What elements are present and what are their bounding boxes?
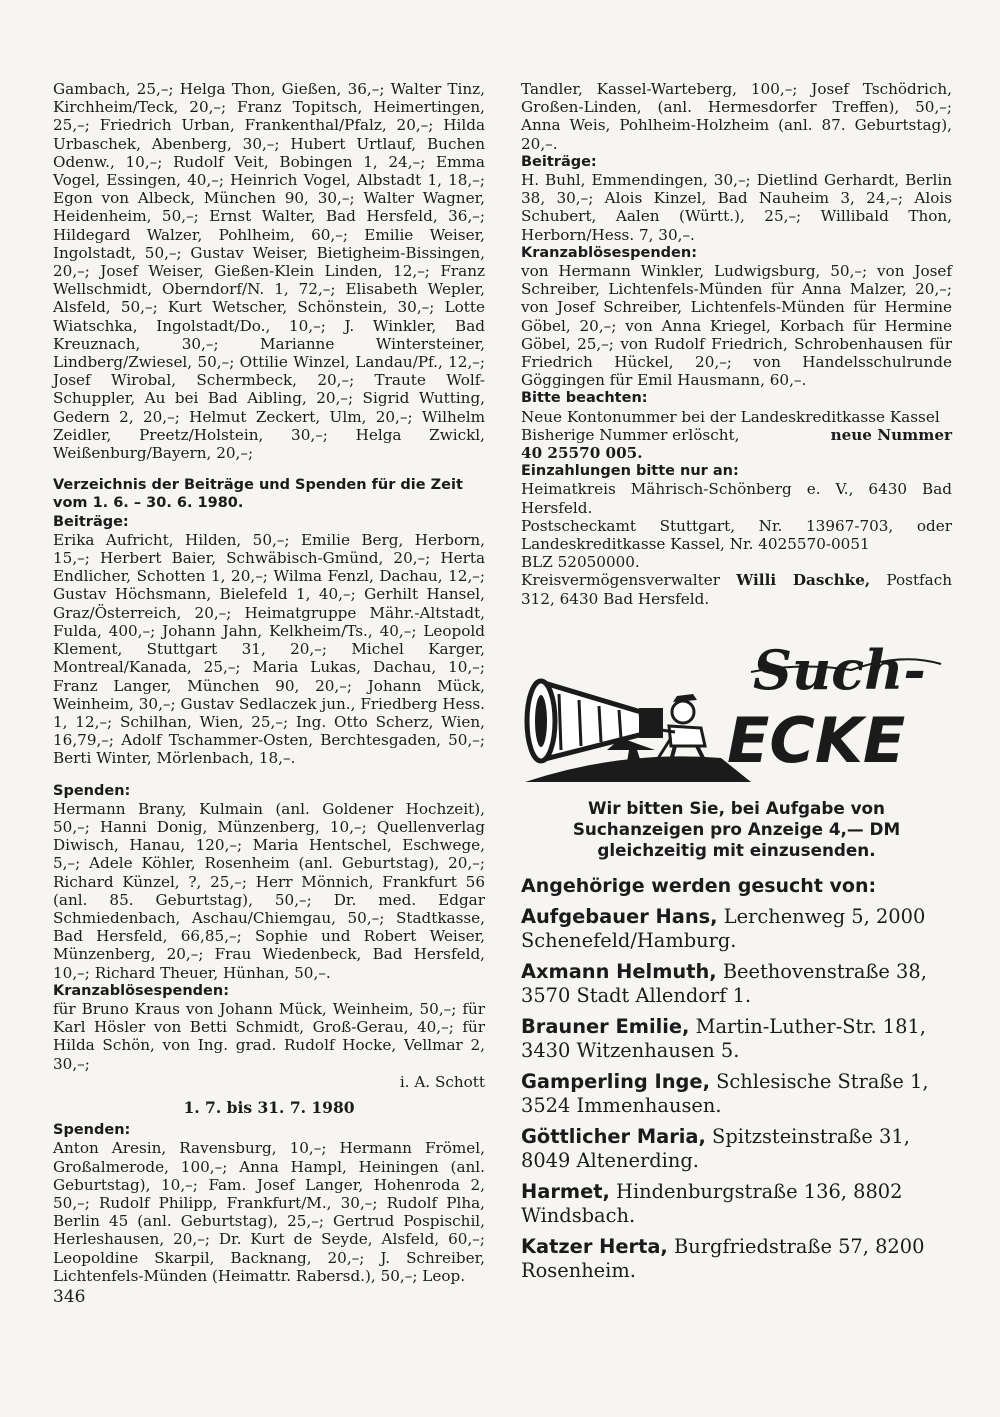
wanted-address: Schlesische Straße 1, 3524 Immenhausen. <box>521 1069 929 1118</box>
blz: BLZ 52050000. <box>521 553 640 572</box>
kranz-label: Kranzablösespenden: <box>521 244 697 261</box>
signature-line <box>53 1073 485 1091</box>
bitte-line2-prefix: Bisherige Nummer erlöscht, <box>521 425 740 444</box>
wanted-heading: Angehörige werden gesucht von: <box>521 874 877 897</box>
wanted-address: Beethovenstraße 38, 3570 Stadt Allendorf 1. <box>521 959 927 1008</box>
section1-beitraege-text: Erika Aufricht, Hilden, 50,–; Emilie Berg, Herborn, 15,–; Herbert Baier, Schwäbisch-Gmünd, 20,–; Herta Endlicher, Schotten 1, 20,–; Wilma Fenzl, Dachau, 12,–; Gustav Höchsmann, Bielefeld 1, 40,–; Gerhilt Hansel, Graz/Österreich, 20,–; Heimatgruppe Mähr.-Altstadt, Fulda, 400,–; Johann Jahn, Kelkheim/Ts., 40,–; Leopold Klement, Stuttgart 31, 20,–; Michel Karger, Montreal/Kanada, 25,–; Maria Lukas, Dachau, 10,–; Franz Langer, München 90, 20,–; Johann Mück, Weinheim, 30,–; Gustav Sedlaczek jun., Friedberg Hess. 1, 12,–; Schilhan, Wien, 25,–; Ing. Otto Scherz, Wien, 16,79,–; Adolf Tschammer-Osten, Berchtesgaden, 50,–; Berti Winter, Mörlenbach, 18,–. <box>53 530 485 768</box>
wanted-name: Gamperling Inge, <box>521 1069 710 1093</box>
wanted-address: Hindenburgstraße 136, 8802 Windsbach. <box>521 1179 903 1228</box>
wanted-entry <box>521 1070 952 1119</box>
wanted-name: Göttlicher Maria, <box>521 1124 706 1148</box>
wanted-name: Brauner Emilie, <box>521 1014 690 1038</box>
wanted-entry <box>521 905 952 954</box>
wanted-name: Axmann Helmuth, <box>521 959 717 983</box>
bitte-number-value: 40 25570 005. <box>521 444 643 463</box>
intro-text: Gambach, 25,–; Helga Thon, Gießen, 36,–; Walter Tinz, Kirchheim/Teck, 20,–; Franz Topitsch, Heimertingen, 25,–; Friedrich Urban, Frankenthal/Pfalz, 20,–; Hilda Urbaschek, Abenberg, 30,–; Hubert Urtlauf, Buchen Odenw., 10,–; Rudolf Veit, Bobingen 1, 24,–; Emma Vogel, Essingen, 40,–; Heinrich Vogel, Albstadt 1, 18,–; Egon von Albeck, München 90, 30,–; Walter Wagner, Heidenheim, 50,–; Ernst Walter, Bad Hersfeld, 36,–; Hildegard Walzer, Pohlheim, 60,–; Emilie Weiser, Ingolstadt, 50,–; Gustav Weiser, Bietigheim-Bissingen, 20,–; Josef Weiser, Gießen-Klein Linden, 12,–; Franz Wellschmidt, Oberndorf/N. 1, 72,–; Elisabeth Wepler, Alsfeld, 50,–; Kurt Wetscher, Schönstein, 30,–; Lotte Wiatschka, Ingolstadt/Do., 10,–; J. Winkler, Bad Kreuznach, 30,–; Marianne Wintersteiner, Lindberg/Zwiesel, 50,–; Ottilie Winzel, Landau/Pf., 12,–; Josef Wirobal, Schermbeck, 20,–; Traute Wolf-Schuppler, Au bei Bad Aibling, 20,–; Sigrid Wutting, Gedern 2, 20,–; Helmut Zeckert, Ulm, 20,–; Wilhelm Zeidler, Preetz/Holstein, 30,–; Helga Zwickl, Weißenburg/Bayern, 20,–; <box>53 80 485 463</box>
bitte-line1: Neue Kontonummer bei der Landeskreditkasse Kassel <box>521 407 940 426</box>
section1-spenden-text: Hermann Brany, Kulmain (anl. Goldener Hochzeit), 50,–; Hanni Donig, Münzenberg, 10,–; Quellenverlag Diwisch, Hanau, 120,–; Maria Hentschel, Eschwege, 5,–; Adele Köhler, Rosenheim (anl. Geburtstag), 20,–; Richard Künzel, ?, 25,–; Herr Mönnich, Frankfurt 56 (anl. 85. Geburtstag), 50,–; Dr. med. Edgar Schmiedenbach, Aschau/Chiemgau, 50,–; Stadtkasse, Bad Hersfeld, 66,85,–; Sophie und Robert Weiser, Münzenberg, 20,–; Frau Wiedenbeck, Bad Hersfeld, 10,–; Richard Theuer, Hünhan, 50,–. <box>53 799 485 982</box>
section1-title: Verzeichnis der Beiträge und Spenden für die Zeit vom 1. 6. – 30. 6. 1980. <box>53 477 463 512</box>
section1-kranz-label: Kranzablösespenden: <box>53 982 229 999</box>
bitte-number <box>521 444 952 462</box>
notice: Wir bitten Sie, bei Aufgabe von Suchanzeigen pro Anzeige 4,— DM gleichzeitig mit einzusenden. <box>572 797 901 860</box>
wanted-address: Lerchenweg 5, 2000 Schenefeld/Hamburg. <box>521 904 926 953</box>
verwalter-prefix: Kreisvermögensverwalter <box>521 571 720 590</box>
wanted-entry <box>521 1015 952 1064</box>
wanted-list <box>521 905 952 1284</box>
wanted-entry <box>521 1125 952 1174</box>
wanted-entry <box>521 1235 952 1284</box>
section2-spenden-text: Anton Aresin, Ravensburg, 10,–; Hermann Frömel, Großalmerode, 100,–; Anna Hampl, Heiningen (anl. Geburtstag), 10,–; Fam. Josef Langer, Hohenroda 2, 50,–; Rudolf Philipp, Frankfurt/M., 30,–; Rudolf Plha, Berlin 45 (anl. Geburtstag), 25,–; Gertrud Pospischil, Herleshausen, 20,–; Dr. Kurt de Seyde, Alsfeld, 60,–; Leopoldine Skarpil, Backnang, 20,–; J. Schreiber, Lichtenfels-Münden (Heimattr. Rabersd.), 50,–; Leop. <box>53 1139 485 1285</box>
einzahlung-text1: Heimatkreis Mährisch-Schönberg e. V., 6430 Bad Hersfeld. <box>521 480 952 517</box>
continued-text: Tandler, Kassel-Warteberg, 100,–; Josef Tschödrich, Großen-Linden, (anl. Hermesdorfer Treffen), 50,–; Anna Weis, Pohlheim-Holzheim (anl. 87. Geburtstag), 20,–. <box>521 80 952 153</box>
section1-signature: i. A. Schott <box>399 1072 485 1091</box>
telescope-man-illustration <box>521 642 952 790</box>
wanted-entry <box>521 960 952 1009</box>
wanted-name: Aufgebauer Hans, <box>521 904 718 928</box>
section2-title: 1. 7. bis 31. 7. 1980 <box>183 1097 355 1117</box>
logo-script-text: Such- <box>753 641 926 702</box>
section1-beitraege-label: Beiträge: <box>53 513 129 530</box>
bitte-line2 <box>521 426 952 444</box>
bitte-label: Bitte beachten: <box>521 390 648 407</box>
wanted-address: Spitzsteinstraße 31, 8049 Altenerding. <box>521 1124 910 1173</box>
beitraege-label: Beiträge: <box>521 153 597 170</box>
kranz-text: von Hermann Winkler, Ludwigsburg, 50,–; von Josef Schreiber, Lichtenfels-Münden für Anna Malzer, 20,–; von Josef Schreiber, Lichtenfels-Münden für Hermine Göbel, 20,–; von Anna Kriegel, Korbach für Hermine Göbel, 25,–; von Rudolf Friedrich, Schrobenhausen für Friedrich Hückel, 20,–; von Handelsschulrunde Göggingen für Emil Hausmann, 60,–. <box>521 262 952 390</box>
section1-spenden-label: Spenden: <box>53 782 131 799</box>
wanted-name: Katzer Herta, <box>521 1234 668 1258</box>
page-number: 346 <box>53 1287 86 1307</box>
verwalter-suffix: Postfach 312, 6430 Bad Hersfeld. <box>521 571 953 608</box>
logo-block-text: ECKE <box>727 703 906 777</box>
verwalter-line <box>521 571 952 607</box>
wanted-entry <box>521 1180 952 1229</box>
such-ecke-logo <box>521 642 952 790</box>
section1-kranz-text: für Bruno Kraus von Johann Mück, Weinheim, 50,–; für Karl Hösler von Betti Schmidt, Groß-Gerau, 40,–; für Hilda Schön, von Ing. grad. Rudolf Hocke, Vellmar 2, 30,–; <box>53 999 485 1073</box>
beitraege-text: H. Buhl, Emmendingen, 30,–; Dietlind Gerhardt, Berlin 38, 30,–; Alois Kinzel, Bad Nauheim 3, 24,–; Alois Schubert, Aalen (Württ.), 25,–; Willibald Thon, Herborn/Hess. 7, 30,–. <box>521 171 952 244</box>
einzahlung-text2: Postscheckamt Stuttgart, Nr. 13967-703, oder Landeskreditkasse Kassel, Nr. 4025570-0051 <box>521 516 952 554</box>
left-column <box>53 80 485 1285</box>
bitte-line2-bold: neue Nummer <box>830 425 952 444</box>
section2-spenden-label: Spenden: <box>53 1122 131 1139</box>
wanted-address: Martin-Luther-Str. 181, 3430 Witzenhausen 5. <box>521 1014 926 1063</box>
right-column <box>521 80 952 1284</box>
wanted-address: Burgfriedstraße 57, 8200 Rosenheim. <box>521 1234 925 1283</box>
einzahlung-label: Einzahlungen bitte nur an: <box>521 463 739 480</box>
verwalter-name: Willi Daschke, <box>736 571 871 590</box>
wanted-name: Harmet, <box>521 1179 610 1203</box>
